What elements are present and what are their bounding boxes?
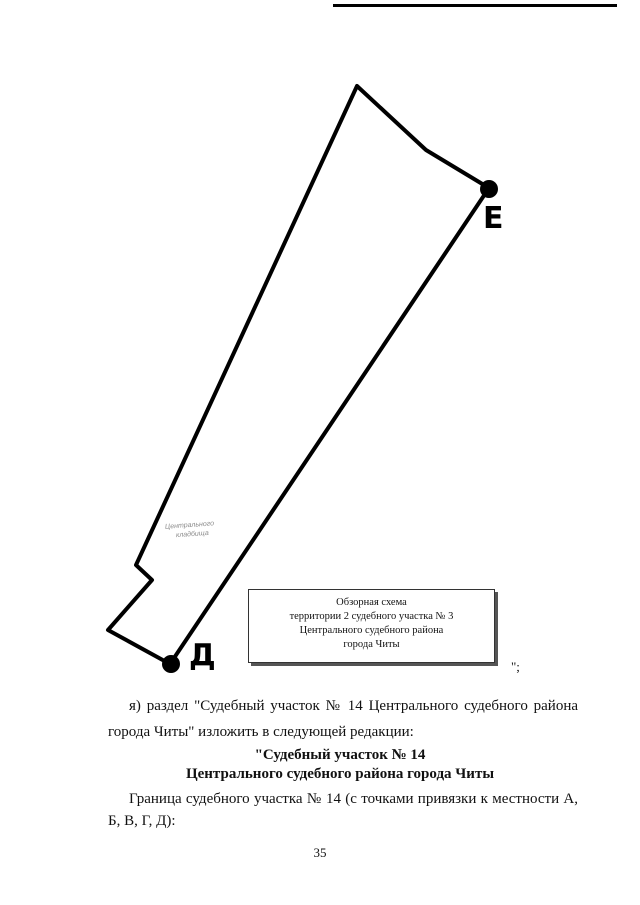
closing-quote: ";	[511, 659, 520, 674]
point-e-marker	[480, 180, 498, 198]
section-heading-line2: Центрального судебного района города Читы	[185, 766, 495, 782]
paragraph-boundary: Граница судебного участка № 14 (с точками привязки к местности А, Б, В, Г, Д):	[108, 791, 578, 829]
paragraph-amendment: я) раздел "Судебный участок № 14 Центрального судебного района города Читы" изложить в следующей редакции:	[108, 698, 578, 740]
point-e-label: Е	[483, 201, 504, 236]
legend-line-3: Центрального судебного района	[299, 625, 444, 636]
legend-box	[248, 589, 495, 663]
legend-line-2: территории 2 судебного участка № 3	[289, 611, 454, 622]
legend-line-1: Обзорная схема	[336, 597, 407, 608]
point-d-marker	[162, 655, 180, 673]
legend-line-4: города Читы	[343, 639, 400, 650]
section-heading-line1: "Судебный участок № 14	[254, 747, 426, 763]
page-number: 35	[313, 845, 327, 860]
district-boundary	[108, 86, 489, 664]
cemetery-label-line1: Центрального	[164, 520, 215, 531]
point-d-label: Д	[189, 638, 216, 673]
cemetery-label-line2: кладбища	[175, 529, 209, 540]
